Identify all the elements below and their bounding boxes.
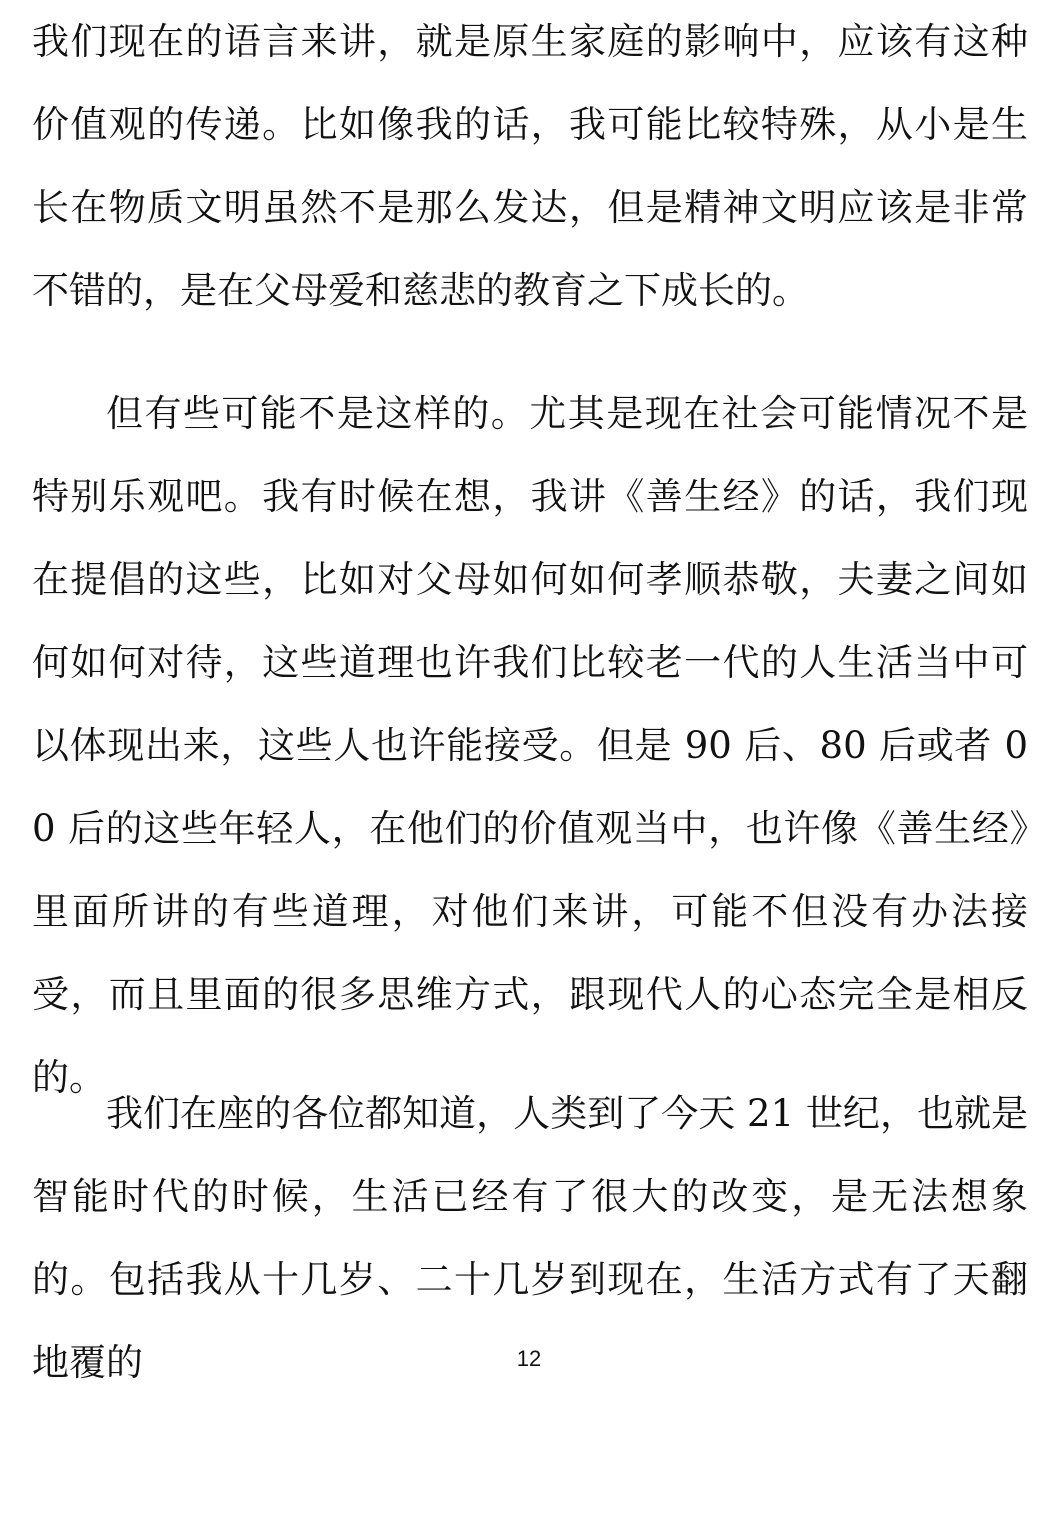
paragraph: 我们在座的各位都知道，人类到了今天 21 世纪，也就是智能时代的时候，生活已经有了很大的改变，是无法想象的。包括我从十几岁、二十几岁到现在，生活方式有了天翻地覆的 xyxy=(32,1092,1028,1384)
paragraph-continued: 我们现在的语言来讲，就是原生家庭的影响中，应该有这种价值观的传递。比如像我的话，我可能比较特殊，从小是生长在物质文明虽然不是那么发达，但是精神文明应该是非常不错的，是在父母爱和慈悲的教育之下成长的。 xyxy=(32,20,1028,312)
paragraph: 但有些可能不是这样的。尤其是现在社会可能情况不是特别乐观吧。我有时候在想，我讲《善生经》的话，我们现在提倡的这些，比如对父母如何如何孝顺恭敬，夫妻之间如何如何对待，这些道理也许我们比较老一代的人生活当中可以体现出来，这些人也许能接受。但是 90 后、80 后或者 00 后的这些年轻人，在他们的价值观当中，也许像《善生经》里面所讲的有些道理，对他们来讲，可能不但没有办法接受，而且里面的很多思维方式，跟现代人的心态完全是相反的。 xyxy=(32,392,1028,1099)
page-number: 12 xyxy=(516,1346,542,1371)
